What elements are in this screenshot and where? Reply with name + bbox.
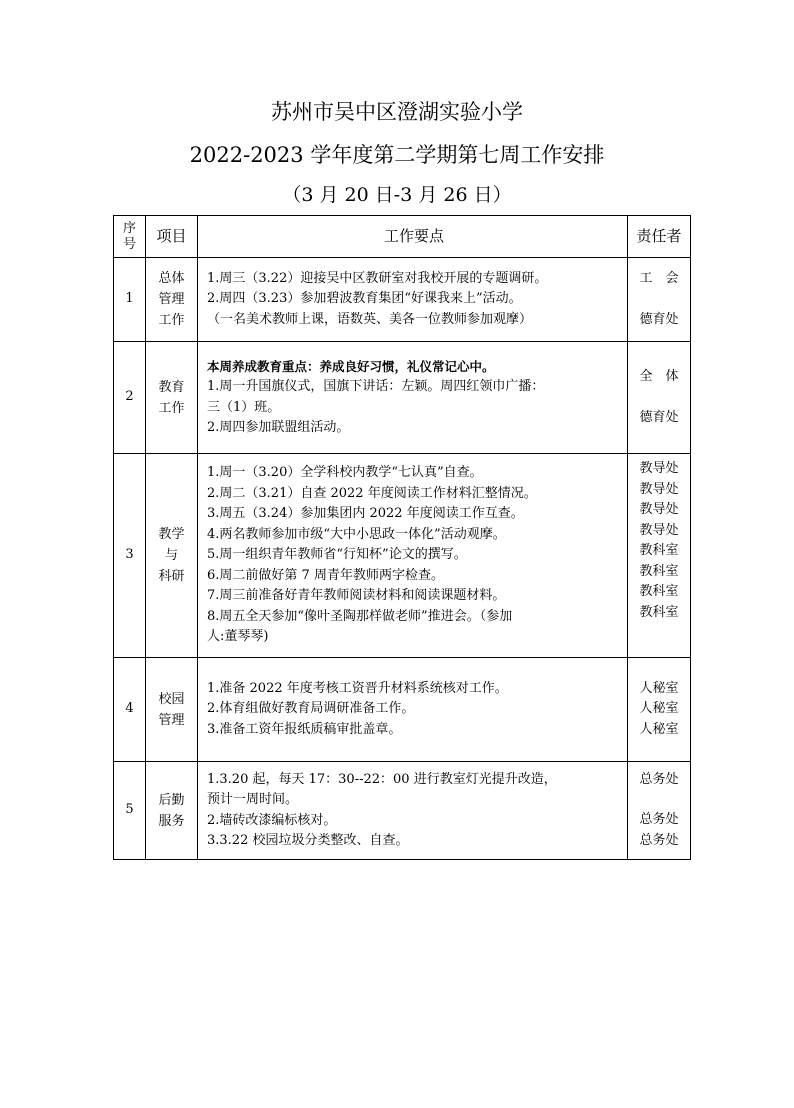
content-line: 预计一周时间。 <box>207 792 299 807</box>
content-line: 2.周四参加联盟组活动。 <box>207 420 350 435</box>
row-content <box>198 258 628 342</box>
table-row <box>114 454 691 658</box>
row-category: 教育 工作 <box>146 342 198 454</box>
row-category: 教学 与 科研 <box>146 454 198 658</box>
focus-line: 本周养成教育重点：养成良好习惯，礼仪常记心中。 <box>207 358 495 374</box>
row-content <box>198 342 628 454</box>
row-category: 后勤 服务 <box>146 762 198 860</box>
table-row <box>114 658 691 762</box>
content-line: 1.周一升国旗仪式，国旗下讲话：左颖。周四红领巾广播： <box>207 379 545 394</box>
row-category: 校园 管理 <box>146 658 198 762</box>
row-number: 5 <box>114 762 146 860</box>
header-no: 序 号 <box>114 216 146 258</box>
content-line: （一名美术教师上课，语数英、美各一位教师参加观摩） <box>207 311 533 327</box>
date-range: （3 月 20 日-3 月 26 日） <box>282 184 512 206</box>
content-line: 3.3.22 校园垃圾分类整改、自查。 <box>207 833 409 848</box>
content-line: 6.周二前做好第 7 周青年教师两字检查。 <box>207 567 444 583</box>
table-row <box>114 342 691 454</box>
content-line: 2.周二（3.21）自查 2022 年度阅读工作材料汇整情况。 <box>207 485 537 501</box>
content-line: 人:董琴琴) <box>207 629 269 645</box>
table-row <box>114 258 691 342</box>
row-number: 2 <box>114 342 146 454</box>
table-header-row <box>114 216 691 258</box>
row-number: 1 <box>114 258 146 342</box>
table-row <box>114 762 691 860</box>
row-owner: 工 会 德育处 <box>628 258 691 342</box>
row-number: 4 <box>114 658 146 762</box>
header-item: 项目 <box>146 216 198 258</box>
row-owner: 全 体 德育处 <box>628 342 691 454</box>
content-line: 3.周五（3.24）参加集团内 2022 年度阅读工作互查。 <box>207 506 524 522</box>
row-content <box>198 762 628 860</box>
content-line: 3.准备工资年报纸质稿审批盖章。 <box>207 721 402 737</box>
content-line: 4.两名教师参加市级“大中小思政一体化”活动观摩。 <box>207 526 506 542</box>
schedule-title: 2022-2023 学年度第二学期第七周工作安排 <box>189 143 605 167</box>
content-line: 三（1）班。 <box>207 399 281 415</box>
content-line: 2.体育组做好教育局调研准备工作。 <box>207 701 415 717</box>
content-line: 2.墙砖改漆编标核对。 <box>207 812 337 828</box>
content-line: 1.周一（3.20）全学科校内教学“七认真”自查。 <box>207 465 483 481</box>
row-owner: 总务处 总务处 总务处 <box>628 762 691 860</box>
content-line: 1.准备 2022 年度考核工资晋升材料系统核对工作。 <box>207 680 508 696</box>
header-owner: 责任者 <box>628 216 691 258</box>
row-content <box>198 658 628 762</box>
row-owner: 人秘室 人秘室 人秘室 <box>628 658 691 762</box>
content-line: 8.周五全天参加“像叶圣陶那样做老师”推进会。（参加 <box>207 608 513 624</box>
content-line: 2.周四（3.23）参加碧波教育集团“好课我来上”活动。 <box>207 291 522 307</box>
row-content <box>198 454 628 658</box>
header-content: 工作要点 <box>198 216 628 258</box>
row-owner: 教导处 教导处 教导处 教导处 教科室 教科室 教科室 教科室 <box>628 454 691 658</box>
work-schedule-table <box>113 215 691 860</box>
content-line: 1.3.20 起，每天 17：30--22：00 进行教室灯光提升改造， <box>207 771 557 787</box>
content-line: 5.周一组织青年教师省“行知杯”论文的撰写。 <box>207 547 467 563</box>
content-line: 1.周三（3.22）迎接吴中区教研室对我校开展的专题调研。 <box>207 270 548 286</box>
row-category: 总体 管理 工作 <box>146 258 198 342</box>
school-name: 苏州市吴中区澄湖实验小学 <box>271 100 523 124</box>
row-number: 3 <box>114 454 146 658</box>
content-line: 7.周三前准备好青年教师阅读材料和阅读课题材料。 <box>207 588 506 604</box>
